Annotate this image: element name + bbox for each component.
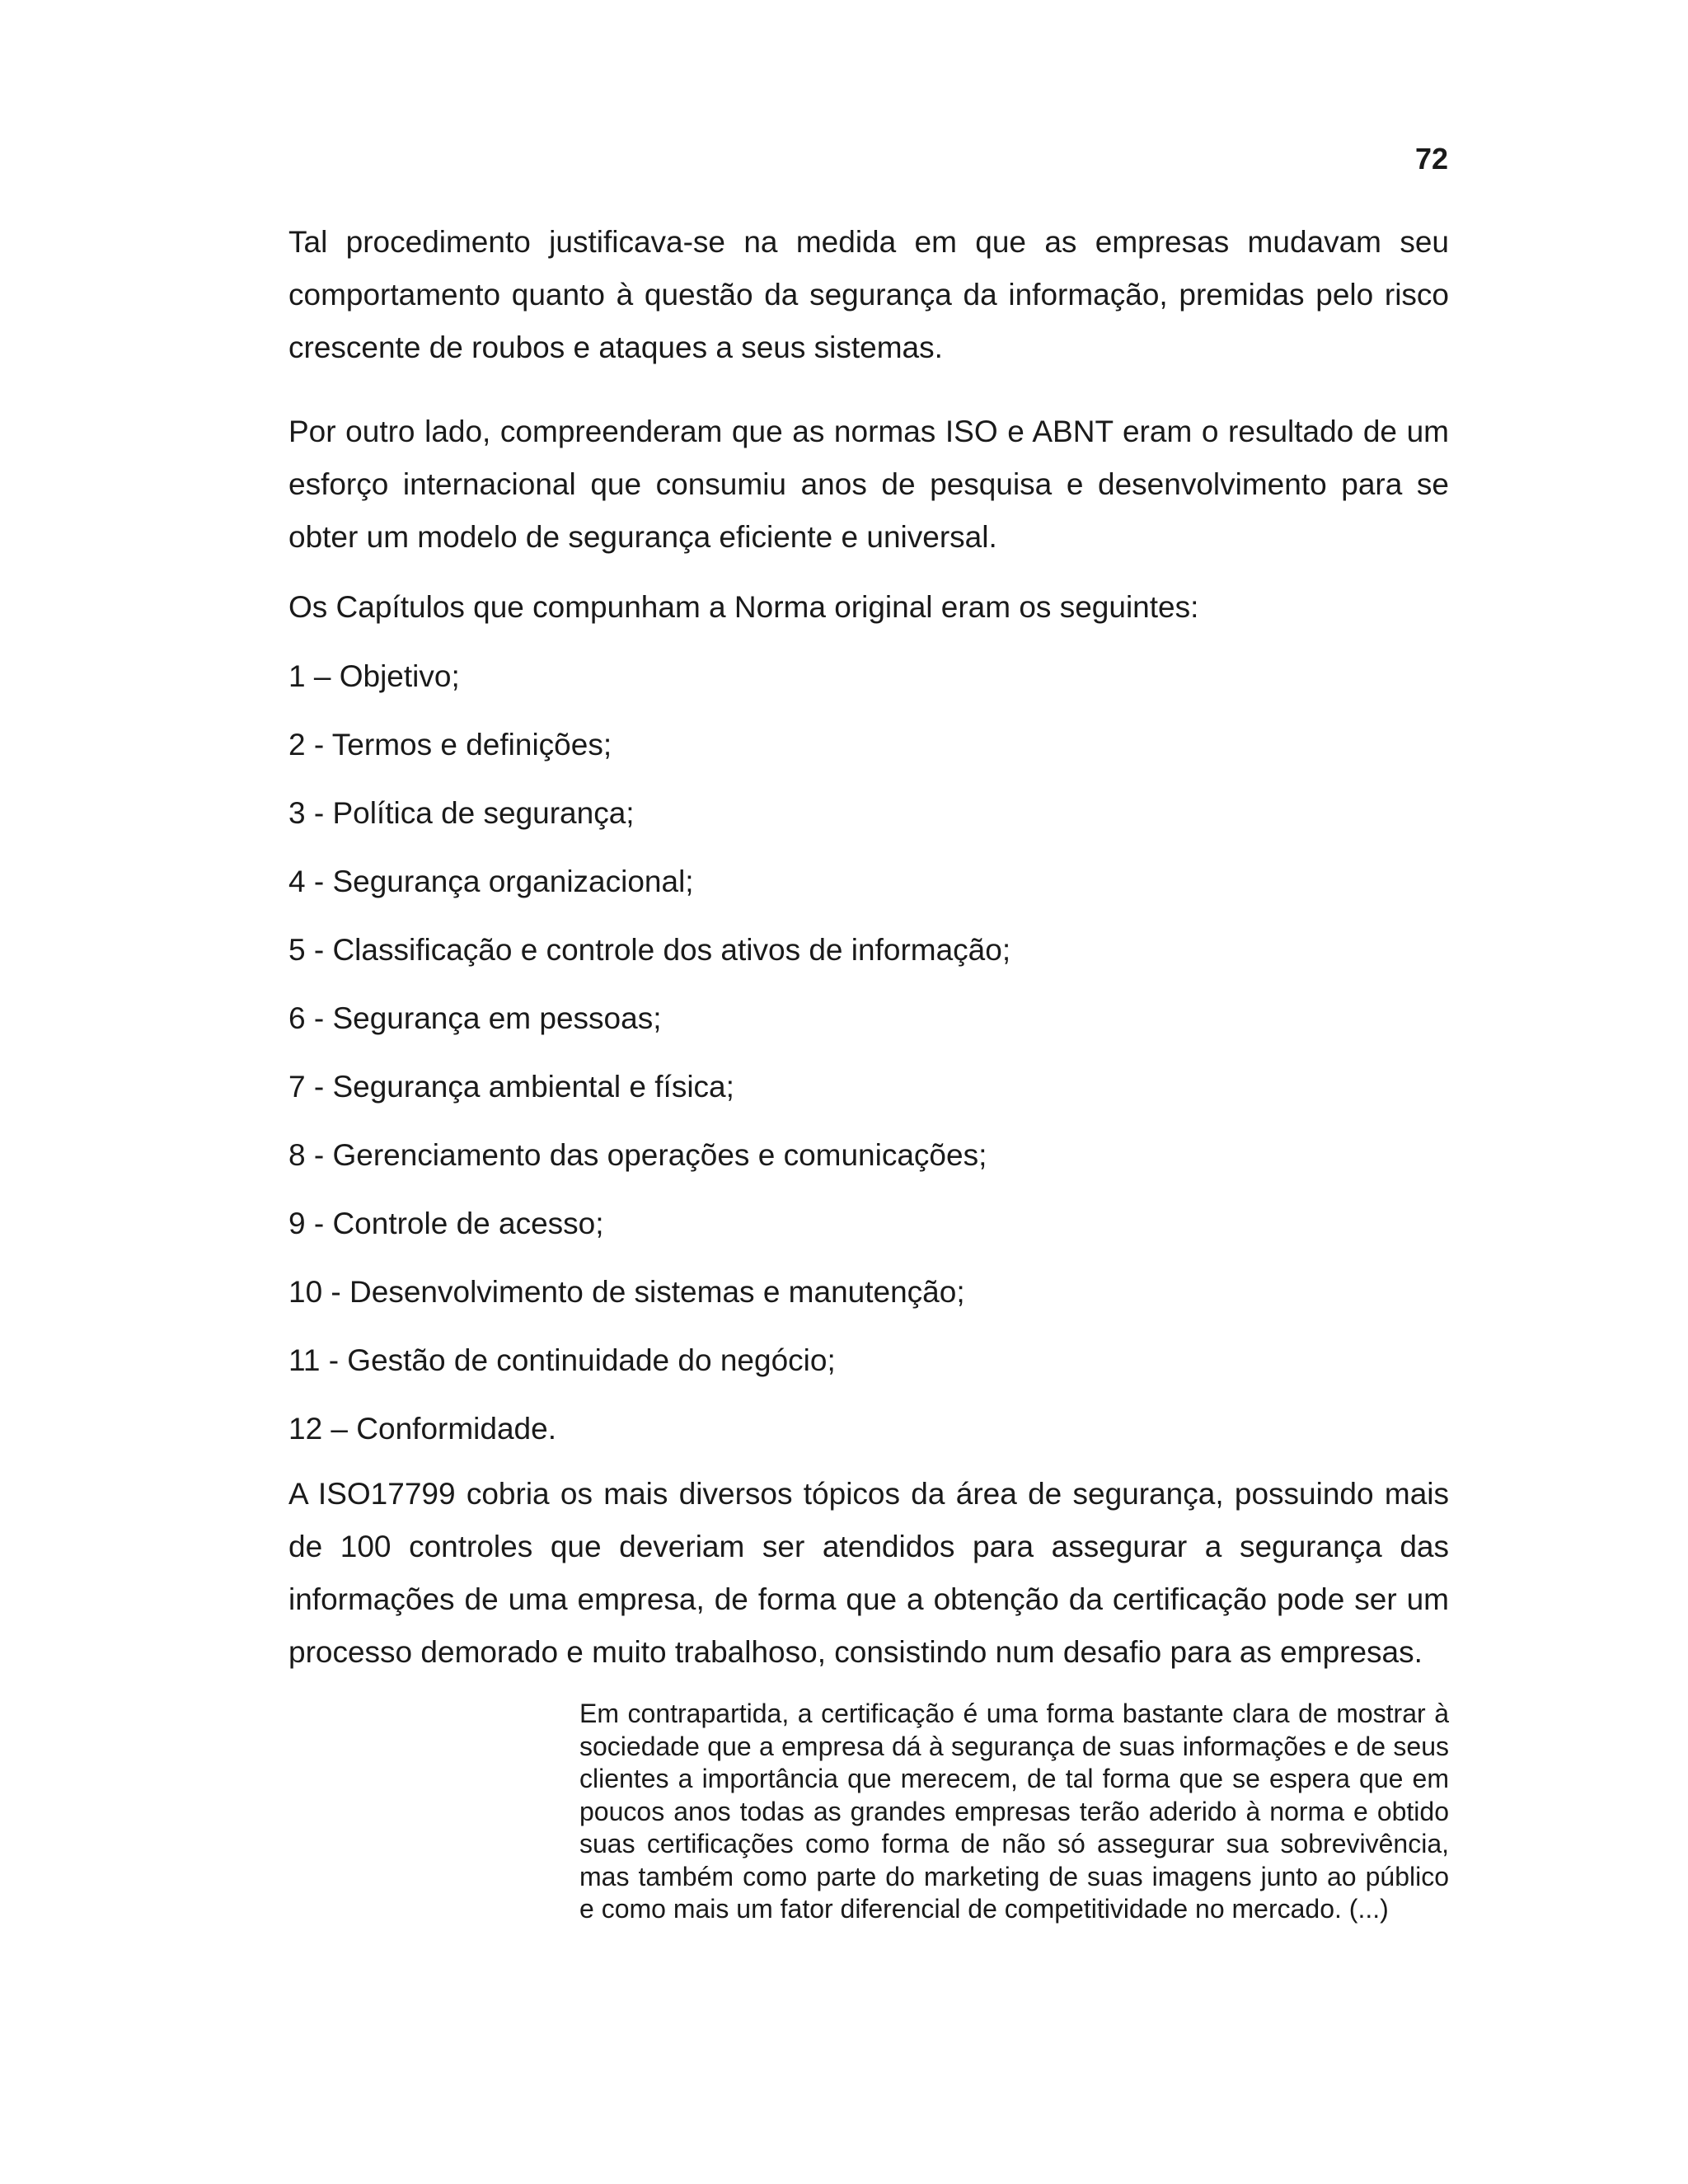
list-item: 4 - Segurança organizacional; bbox=[288, 865, 694, 898]
list-item: 7 - Segurança ambiental e física; bbox=[288, 1070, 734, 1104]
list-item: 9 - Controle de acesso; bbox=[288, 1207, 604, 1240]
list-item: 8 - Gerenciamento das operações e comunicações; bbox=[288, 1138, 987, 1172]
chapter-list bbox=[288, 650, 1010, 1471]
paragraph-procedure: Tal procedimento justificava-se na medida em que as empresas mudavam seu comportamento quanto à questão da segurança da informação, premidas pelo risco crescente de roubos e ataques a seus sistemas. bbox=[288, 225, 1449, 364]
list-item: 6 - Segurança em pessoas; bbox=[288, 1001, 662, 1035]
list-item: 2 - Termos e definições; bbox=[288, 728, 612, 762]
list-item: 3 - Política de segurança; bbox=[288, 796, 635, 830]
block-quote: Em contrapartida, a certificação é uma forma bastante clara de mostrar à sociedade que a empresa dá à segurança de suas informações e de seus clientes a importância que merecem, de tal forma que se espera que em poucos anos todas as grandes empresas terão aderido à norma e obtido suas certificações como forma de não só assegurar sua sobrevivência, mas também como parte do marketing de suas imagens junto ao público e como mais um fator diferencial de competitividade no mercado. (...) bbox=[579, 1699, 1449, 1924]
list-item: 11 - Gestão de continuidade do negócio; bbox=[288, 1343, 836, 1377]
paragraph-iso17799: A ISO17799 cobria os mais diversos tópicos da área de segurança, possuindo mais de 100 controles que deveriam ser atendidos para assegurar a segurança das informações de uma empresa, de forma que a obtenção da certificação pode ser um processo demorado e muito trabalhoso, consistindo num desafio para as empresas. bbox=[288, 1477, 1449, 1669]
list-item: 12 – Conformidade. bbox=[288, 1412, 556, 1446]
paragraph-chapters-intro: Os Capítulos que compunham a Norma original eram os seguintes: bbox=[288, 590, 1199, 624]
paragraph-iso-abnt: Por outro lado, compreenderam que as normas ISO e ABNT eram o resultado de um esforço internacional que consumiu anos de pesquisa e desenvolvimento para se obter um modelo de segurança eficiente e universal. bbox=[288, 415, 1449, 554]
list-item: 5 - Classificação e controle dos ativos de informação; bbox=[288, 933, 1011, 967]
list-item: 1 – Objetivo; bbox=[288, 659, 460, 693]
page-number: 72 bbox=[1414, 142, 1448, 176]
list-item: 10 - Desenvolvimento de sistemas e manutenção; bbox=[288, 1275, 965, 1309]
